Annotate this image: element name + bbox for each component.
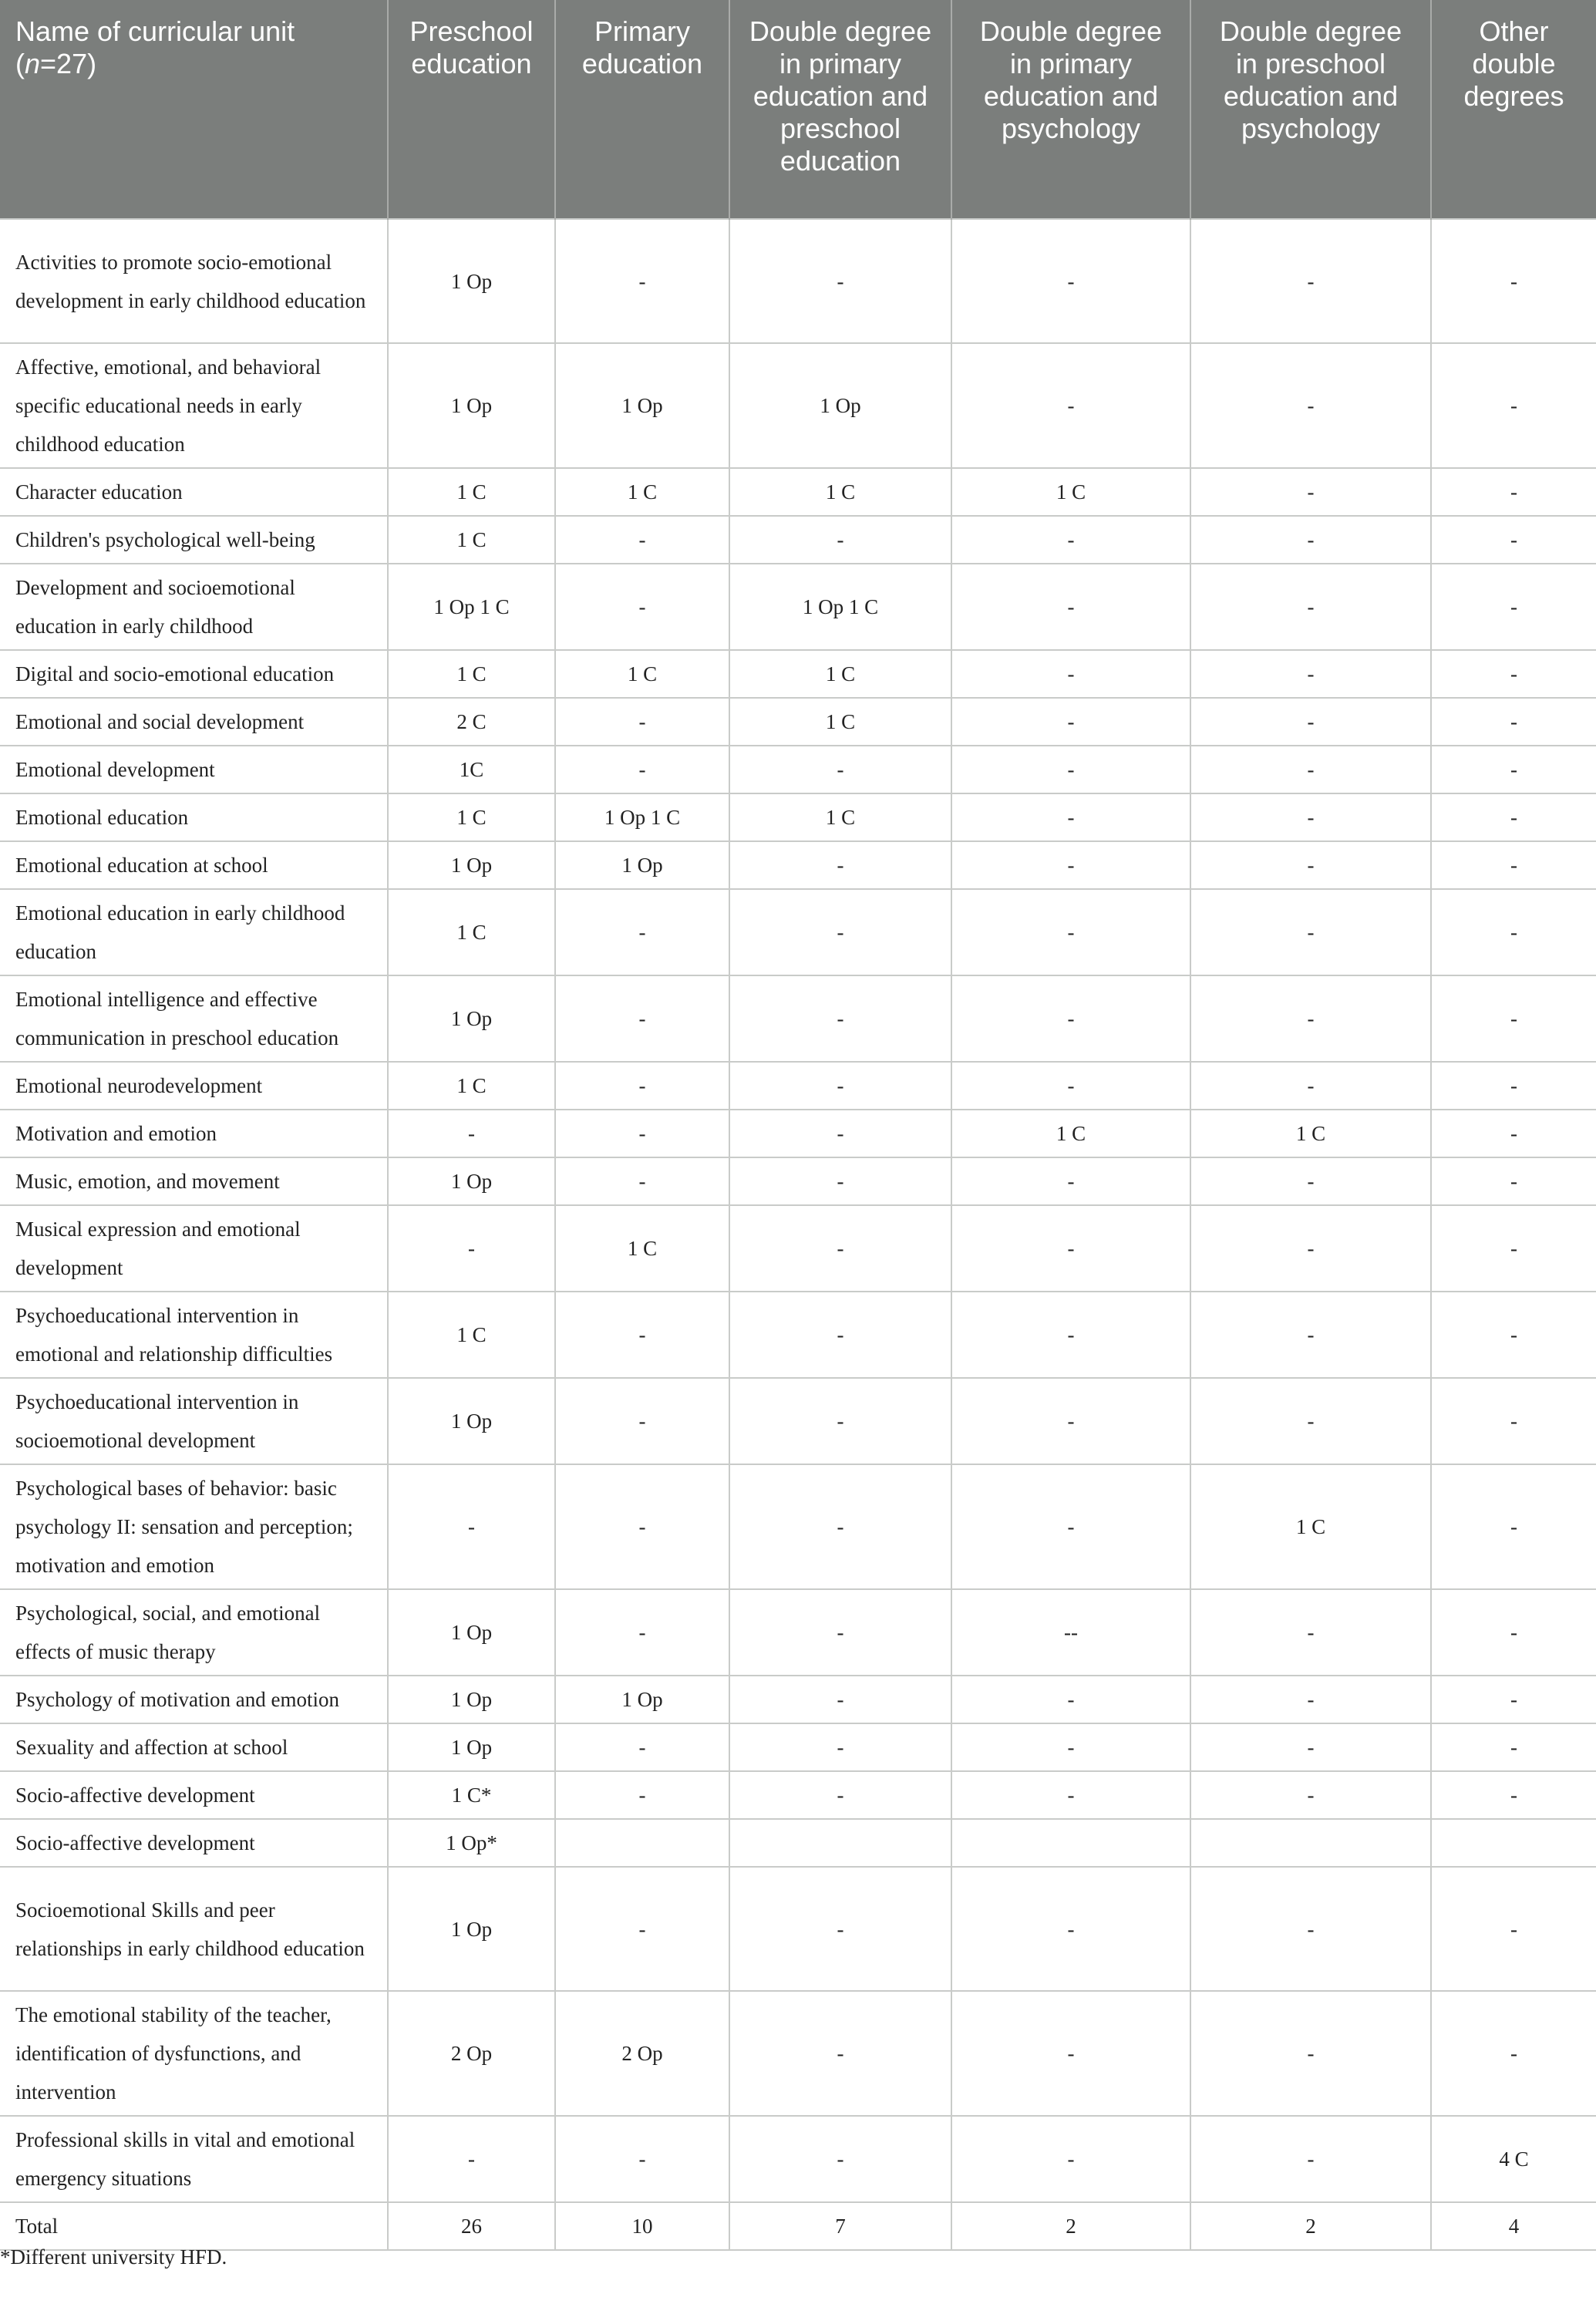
course-count-cell: -: [1190, 746, 1431, 793]
course-count-cell: 1 C: [388, 1292, 555, 1378]
course-count-cell: -: [729, 1676, 951, 1723]
course-count-cell: 1 Op: [388, 975, 555, 1062]
header-n-symbol: n: [25, 48, 41, 79]
course-count-cell: -: [729, 1464, 951, 1589]
course-count-cell: -: [555, 975, 729, 1062]
course-count-cell: -: [1431, 1723, 1596, 1771]
header-n-value: =27): [40, 48, 97, 79]
course-count-cell: -: [1431, 1991, 1596, 2116]
course-count-cell: 1 C: [1190, 1464, 1431, 1589]
course-count-cell: -: [729, 1867, 951, 1991]
curricular-unit-name-cell: Socio-affective development: [0, 1819, 388, 1867]
course-count-cell: -: [388, 1110, 555, 1157]
course-count-cell: -: [1431, 1867, 1596, 1991]
course-count-cell: -: [951, 564, 1190, 650]
course-count-cell: 1 C: [555, 1205, 729, 1292]
course-count-cell: 1 Op: [388, 1378, 555, 1464]
curricular-unit-name-cell: Emotional intelligence and effective communication in preschool education: [0, 975, 388, 1062]
course-count-cell: 1 C: [388, 516, 555, 564]
table-row: [0, 1819, 1596, 1867]
curricular-unit-name-cell: Total: [0, 2202, 388, 2250]
course-count-cell: -: [1431, 516, 1596, 564]
course-count-cell: 1 C: [729, 468, 951, 516]
table-row: [0, 650, 1596, 698]
curricular-unit-name-cell: Emotional education: [0, 793, 388, 841]
course-count-cell: -: [1431, 1062, 1596, 1110]
course-count-cell: [1190, 1819, 1431, 1867]
course-count-cell: 1 Op: [388, 343, 555, 468]
course-count-cell: -: [951, 1292, 1190, 1378]
course-count-cell: -: [951, 1991, 1190, 2116]
course-count-cell: -: [1190, 1205, 1431, 1292]
table-row: [0, 1157, 1596, 1205]
course-count-cell: -: [729, 1589, 951, 1676]
course-count-cell: -: [555, 1062, 729, 1110]
course-count-cell: 2 Op: [555, 1991, 729, 2116]
table-row: [0, 1589, 1596, 1676]
table-row: [0, 516, 1596, 564]
course-count-cell: -: [729, 1110, 951, 1157]
course-count-cell: -: [729, 1771, 951, 1819]
course-count-cell: -: [951, 1867, 1190, 1991]
curricular-unit-name-cell: Motivation and emotion: [0, 1110, 388, 1157]
course-count-cell: -: [951, 516, 1190, 564]
course-count-cell: -: [729, 1157, 951, 1205]
course-count-cell: -: [951, 1157, 1190, 1205]
course-count-cell: -: [729, 1723, 951, 1771]
header-preschool-education: Preschool education: [388, 0, 555, 219]
course-count-cell: [951, 1819, 1190, 1867]
course-count-cell: -: [1431, 1157, 1596, 1205]
course-count-cell: -: [1431, 1464, 1596, 1589]
course-count-cell: 1 Op: [388, 1589, 555, 1676]
course-count-cell: 26: [388, 2202, 555, 2250]
course-count-cell: -: [951, 1676, 1190, 1723]
total-row: [0, 2202, 1596, 2250]
course-count-cell: -: [388, 2116, 555, 2202]
table-row: [0, 1867, 1596, 1991]
course-count-cell: -: [555, 219, 729, 343]
course-count-cell: -: [1431, 975, 1596, 1062]
curricular-unit-name-cell: Emotional education at school: [0, 841, 388, 889]
course-count-cell: 1 Op: [388, 1676, 555, 1723]
course-count-cell: -: [1190, 1589, 1431, 1676]
course-count-cell: -: [1190, 1292, 1431, 1378]
course-count-cell: -: [555, 564, 729, 650]
course-count-cell: 1 Op: [388, 841, 555, 889]
course-count-cell: -: [729, 1991, 951, 2116]
course-count-cell: -: [555, 698, 729, 746]
course-count-cell: -: [729, 1205, 951, 1292]
curricular-unit-name-cell: Digital and socio-emotional education: [0, 650, 388, 698]
table-row: [0, 1205, 1596, 1292]
course-count-cell: 1 Op 1 C: [388, 564, 555, 650]
table-row: [0, 746, 1596, 793]
table-row: [0, 1062, 1596, 1110]
course-count-cell: 4: [1431, 2202, 1596, 2250]
course-count-cell: -: [555, 1292, 729, 1378]
course-count-cell: -: [555, 1464, 729, 1589]
course-count-cell: -: [1190, 1867, 1431, 1991]
course-count-cell: -: [1431, 1378, 1596, 1464]
table-row: [0, 564, 1596, 650]
course-count-cell: -: [555, 1378, 729, 1464]
course-count-cell: -: [729, 1062, 951, 1110]
course-count-cell: -: [951, 889, 1190, 975]
course-count-cell: 1 C: [729, 650, 951, 698]
curricular-unit-name-cell: Activities to promote socio-emotional development in early childhood education: [0, 219, 388, 343]
curricular-unit-name-cell: Psychological bases of behavior: basic psychology II: sensation and perception; motivation and emotion: [0, 1464, 388, 1589]
course-count-cell: -: [1190, 564, 1431, 650]
course-count-cell: -: [1431, 746, 1596, 793]
curricular-unit-name-cell: Psychoeducational intervention in emotional and relationship difficulties: [0, 1292, 388, 1378]
curricular-unit-name-cell: Sexuality and affection at school: [0, 1723, 388, 1771]
course-count-cell: -: [951, 841, 1190, 889]
table-row: [0, 1110, 1596, 1157]
curricular-unit-name-cell: Development and socioemotional education in early childhood: [0, 564, 388, 650]
course-count-cell: -: [1190, 1062, 1431, 1110]
course-count-cell: -: [951, 698, 1190, 746]
header-curricular-unit-label: Name of curricular unit: [15, 15, 295, 47]
course-count-cell: -: [729, 889, 951, 975]
course-count-cell: -: [555, 1867, 729, 1991]
course-count-cell: -: [1190, 1771, 1431, 1819]
course-count-cell: -: [951, 1464, 1190, 1589]
table-row: [0, 841, 1596, 889]
course-count-cell: 1 Op 1 C: [555, 793, 729, 841]
course-count-cell: 1 Op: [555, 841, 729, 889]
course-count-cell: -: [1190, 1378, 1431, 1464]
curricular-unit-name-cell: Socio-affective development: [0, 1771, 388, 1819]
header-n-open: (: [15, 48, 25, 79]
course-count-cell: -: [1431, 1589, 1596, 1676]
course-count-cell: 2: [1190, 2202, 1431, 2250]
course-count-cell: -: [951, 1205, 1190, 1292]
course-count-cell: -: [555, 516, 729, 564]
curricular-unit-name-cell: Psychological, social, and emotional effects of music therapy: [0, 1589, 388, 1676]
course-count-cell: -: [1431, 650, 1596, 698]
table-row: [0, 1292, 1596, 1378]
course-count-cell: -: [555, 1110, 729, 1157]
course-count-cell: 1 Op: [555, 343, 729, 468]
table-footnote: *Different university HFD.: [0, 2245, 227, 2269]
course-count-cell: -: [1190, 219, 1431, 343]
curricular-unit-name-cell: Psychology of motivation and emotion: [0, 1676, 388, 1723]
course-count-cell: 1 C: [388, 1062, 555, 1110]
course-count-cell: 2 C: [388, 698, 555, 746]
table-row: [0, 2116, 1596, 2202]
course-count-cell: 10: [555, 2202, 729, 2250]
course-count-cell: -: [1190, 343, 1431, 468]
course-count-cell: -: [1190, 650, 1431, 698]
course-count-cell: -: [729, 2116, 951, 2202]
course-count-cell: -: [729, 219, 951, 343]
course-count-cell: -: [1431, 343, 1596, 468]
course-count-cell: -: [1190, 516, 1431, 564]
course-count-cell: 1 C: [1190, 1110, 1431, 1157]
course-count-cell: -: [555, 1771, 729, 1819]
course-count-cell: -: [555, 889, 729, 975]
course-count-cell: 1 C: [729, 698, 951, 746]
course-count-cell: -: [1431, 698, 1596, 746]
header-double-primary-psychology: Double degree in primary education and psychology: [951, 0, 1190, 219]
course-count-cell: -: [555, 1589, 729, 1676]
course-count-cell: -: [1190, 841, 1431, 889]
course-count-cell: -: [951, 1062, 1190, 1110]
curricular-unit-name-cell: Children's psychological well-being: [0, 516, 388, 564]
header-primary-education: Primary education: [555, 0, 729, 219]
course-count-cell: -: [1190, 2116, 1431, 2202]
course-count-cell: 1 C: [388, 889, 555, 975]
course-count-cell: -: [555, 1157, 729, 1205]
table-row: [0, 219, 1596, 343]
table-row: [0, 975, 1596, 1062]
course-count-cell: -: [729, 1292, 951, 1378]
course-count-cell: -: [1190, 1157, 1431, 1205]
header-double-primary-preschool: Double degree in primary education and preschool education: [729, 0, 951, 219]
course-count-cell: 1 Op: [388, 1157, 555, 1205]
course-count-cell: -: [1190, 1676, 1431, 1723]
course-count-cell: -: [951, 650, 1190, 698]
course-count-cell: 7: [729, 2202, 951, 2250]
header-other-double-degrees: Other double degrees: [1431, 0, 1596, 219]
curricular-unit-name-cell: Music, emotion, and movement: [0, 1157, 388, 1205]
curricular-unit-name-cell: Emotional development: [0, 746, 388, 793]
course-count-cell: -: [1190, 1991, 1431, 2116]
curricular-unit-name-cell: Character education: [0, 468, 388, 516]
course-count-cell: 1 C: [729, 793, 951, 841]
course-count-cell: -: [1431, 889, 1596, 975]
course-count-cell: -: [951, 1378, 1190, 1464]
course-count-cell: -: [1431, 564, 1596, 650]
curricular-unit-name-cell: Emotional and social development: [0, 698, 388, 746]
header-curricular-unit: [0, 0, 388, 219]
course-count-cell: -: [951, 975, 1190, 1062]
course-count-cell: -: [729, 746, 951, 793]
curricular-unit-name-cell: The emotional stability of the teacher, identification of dysfunctions, and intervention: [0, 1991, 388, 2116]
table-row: [0, 468, 1596, 516]
course-count-cell: 1 C: [388, 650, 555, 698]
course-count-cell: -: [1431, 1292, 1596, 1378]
course-count-cell: -: [1431, 219, 1596, 343]
course-count-cell: 2 Op: [388, 1991, 555, 2116]
course-count-cell: -: [1431, 793, 1596, 841]
course-count-cell: -: [729, 975, 951, 1062]
course-count-cell: 1 Op 1 C: [729, 564, 951, 650]
table-row: [0, 698, 1596, 746]
course-count-cell: 1 C: [951, 468, 1190, 516]
course-count-cell: 1 C: [388, 793, 555, 841]
course-count-cell: 1 Op*: [388, 1819, 555, 1867]
course-count-cell: -: [951, 2116, 1190, 2202]
course-count-cell: 1 C*: [388, 1771, 555, 1819]
course-count-cell: -: [1190, 975, 1431, 1062]
course-count-cell: -: [555, 1723, 729, 1771]
course-count-cell: 1 C: [951, 1110, 1190, 1157]
course-count-cell: [729, 1819, 951, 1867]
curricular-unit-name-cell: Professional skills in vital and emotional emergency situations: [0, 2116, 388, 2202]
header-row: [0, 0, 1596, 219]
table-body: [0, 219, 1596, 2250]
course-count-cell: -: [1190, 793, 1431, 841]
table-row: [0, 1991, 1596, 2116]
table-row: [0, 1676, 1596, 1723]
course-count-cell: 1C: [388, 746, 555, 793]
table-row: [0, 343, 1596, 468]
course-count-cell: -: [1190, 468, 1431, 516]
header-double-preschool-psychology: Double degree in preschool education and psychology: [1190, 0, 1431, 219]
table-row: [0, 1771, 1596, 1819]
table-row: [0, 1723, 1596, 1771]
course-count-cell: 2: [951, 2202, 1190, 2250]
curricular-unit-name-cell: Musical expression and emotional development: [0, 1205, 388, 1292]
course-count-cell: 1 Op: [388, 219, 555, 343]
course-count-cell: -: [951, 1771, 1190, 1819]
course-count-cell: -: [951, 746, 1190, 793]
course-count-cell: -: [1431, 1771, 1596, 1819]
course-count-cell: -: [555, 746, 729, 793]
course-count-cell: -: [729, 1378, 951, 1464]
course-count-cell: -: [1431, 1676, 1596, 1723]
table-header: [0, 0, 1596, 219]
course-count-cell: -: [388, 1464, 555, 1589]
curricular-unit-name-cell: Affective, emotional, and behavioral specific educational needs in early childhood education: [0, 343, 388, 468]
course-count-cell: -: [1431, 841, 1596, 889]
course-count-cell: -: [1190, 1723, 1431, 1771]
course-count-cell: -: [1190, 698, 1431, 746]
table-row: [0, 1378, 1596, 1464]
course-count-cell: 1 C: [555, 650, 729, 698]
course-count-cell: [555, 1819, 729, 1867]
course-count-cell: -: [388, 1205, 555, 1292]
table-row: [0, 889, 1596, 975]
course-count-cell: -: [951, 793, 1190, 841]
course-count-cell: -: [1431, 1110, 1596, 1157]
course-count-cell: -: [1431, 468, 1596, 516]
curricular-unit-name-cell: Emotional education in early childhood education: [0, 889, 388, 975]
curricular-unit-name-cell: Psychoeducational intervention in socioemotional development: [0, 1378, 388, 1464]
course-count-cell: 1 Op: [555, 1676, 729, 1723]
course-count-cell: -: [1431, 1205, 1596, 1292]
course-count-cell: -: [555, 2116, 729, 2202]
course-count-cell: -: [1190, 889, 1431, 975]
course-count-cell: -: [951, 1723, 1190, 1771]
course-count-cell: 1 C: [555, 468, 729, 516]
course-count-cell: 1 Op: [729, 343, 951, 468]
course-count-cell: 1 Op: [388, 1723, 555, 1771]
course-count-cell: 1 C: [388, 468, 555, 516]
course-count-cell: [1431, 1819, 1596, 1867]
course-count-cell: 1 Op: [388, 1867, 555, 1991]
table-row: [0, 793, 1596, 841]
course-count-cell: -: [951, 343, 1190, 468]
course-count-cell: --: [951, 1589, 1190, 1676]
course-count-cell: 4 C: [1431, 2116, 1596, 2202]
course-count-cell: -: [951, 219, 1190, 343]
curricular-unit-name-cell: Socioemotional Skills and peer relationships in early childhood education: [0, 1867, 388, 1991]
course-count-cell: -: [729, 841, 951, 889]
curricular-unit-name-cell: Emotional neurodevelopment: [0, 1062, 388, 1110]
course-count-cell: -: [729, 516, 951, 564]
table-row: [0, 1464, 1596, 1589]
